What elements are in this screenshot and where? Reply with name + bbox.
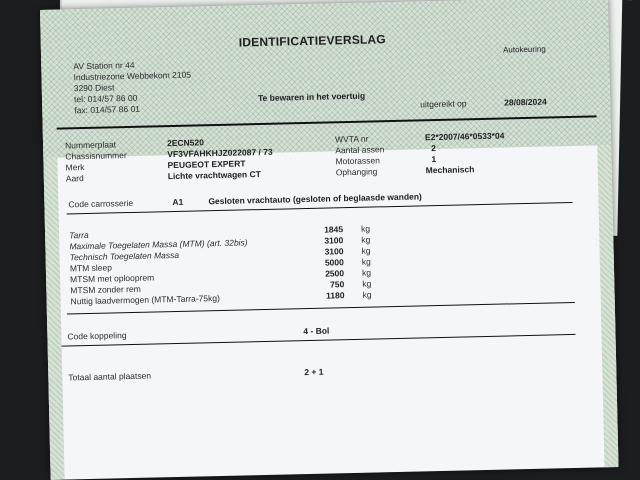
weight-unit: kg (361, 234, 371, 245)
weight-unit: kg (362, 278, 372, 289)
weight-label-unbraked: MTSM zonder rem (70, 283, 141, 296)
weight-value-technical: 3100 (324, 246, 344, 257)
weight-value-mtm: 3100 (324, 235, 344, 246)
security-pattern-left (43, 158, 64, 480)
wvta-label: WVTA nr (334, 133, 369, 145)
weight-label-braked: MTSM met oplooprem (70, 272, 155, 285)
motor-axles-label: Motorassen (335, 155, 381, 167)
address-line-5: fax: 014/57 86 01 (74, 103, 141, 116)
kind-value: Lichte vrachtwagen CT (167, 169, 261, 182)
body-description: Gesloten vrachtauto (gesloten of beglaasde wanden) (208, 191, 422, 207)
weight-label-tow: MTM sleep (69, 262, 113, 274)
weight-value-payload: 1180 (325, 290, 345, 301)
weight-unit: kg (360, 223, 371, 234)
weight-value-braked: 2500 (325, 268, 345, 279)
coupling-value: 4 - Bol (303, 325, 330, 337)
document-title: IDENTIFICATIEVERSLAG (238, 32, 387, 50)
weight-unit: kg (361, 267, 372, 278)
kind-label: Aard (65, 173, 84, 184)
coupling-label: Code koppeling (67, 330, 127, 342)
brand-value: PEUGEOT EXPERT (167, 158, 246, 171)
brand-label: Merk (65, 162, 85, 173)
issued-date: 28/08/2024 (504, 96, 547, 108)
coupling-divider (62, 334, 576, 347)
seats-value: 2 + 1 (304, 366, 324, 378)
plate-label: Nummerplaat (64, 139, 117, 151)
weight-value-tarra: 1845 (324, 224, 344, 235)
body-code-label: Code carrosserie (68, 197, 134, 210)
keep-in-vehicle-note: Te bewaren in het voertuig (257, 90, 366, 104)
seats-label: Totaal aantal plaatsen (68, 370, 152, 383)
body-code-value: A1 (172, 196, 184, 208)
axles-label: Aantal assen (335, 144, 385, 156)
address-line-3: 3290 Diest (73, 82, 115, 94)
identification-report (40, 0, 619, 480)
address-line-1: AV Station nr 44 (73, 59, 135, 72)
plate-value: 2ECN520 (166, 137, 205, 149)
body-divider (67, 202, 573, 214)
address-line-4: tel: 014/57 86 00 (73, 92, 138, 105)
suspension-label: Ophanging (335, 166, 378, 178)
brand-name: Autokeuring (502, 44, 546, 55)
weight-label-mtm: Maximale Toegelaten Massa (MTM) (art. 32bis) (69, 237, 248, 252)
suspension-value: Mechanisch (425, 164, 475, 176)
chassis-label: Chassisnummer (65, 150, 127, 162)
weight-label-payload: Nuttig laadvermogen (MTM-Tarra-75kg) (70, 292, 220, 307)
weight-unit: kg (361, 256, 371, 267)
weight-unit: kg (362, 289, 372, 300)
weight-label-tarra: Tarra (69, 229, 89, 241)
address-line-2: Industriezone Webbekom 2105 (73, 69, 192, 83)
weight-value-tow: 5000 (324, 257, 344, 268)
chassis-value: VF3VFAHKHJZ022087 / 73 (167, 146, 273, 160)
weight-unit: kg (361, 245, 371, 256)
motor-axles-value: 1 (431, 154, 437, 165)
wvta-value: E2*2007/46*0533*04 (424, 130, 505, 143)
issued-label: uitgereikt op (420, 98, 467, 110)
axles-value: 2 (431, 143, 437, 154)
weight-label-technical: Technisch Toegelaten Massa (69, 249, 180, 263)
weight-value-unbraked: 750 (330, 279, 345, 290)
